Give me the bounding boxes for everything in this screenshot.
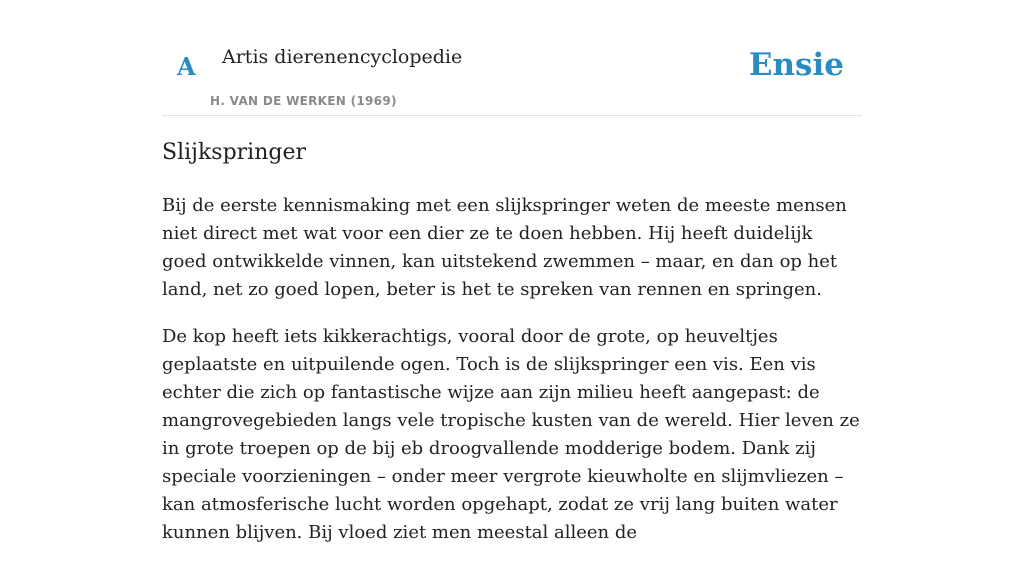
- article-paragraph: De kop heeft iets kikkerachtigs, vooral door de grote, op heuveltjes geplaatste en uitpuilende ogen. Toch is de slijkspringer een vis. Een vis echter die zich op fantastische wijze aan zijn milieu heeft aangepast: de mangrovegebieden langs vele tropische kusten van de wereld. Hier leven ze in grote troepen op de bij eb droogvallende modderige bodem. Dank zij speciale voorzieningen – onder meer vergrote kieuwholte en slijmvliezen – kan atmosferische lucht worden opgehapt, zodat ze vrij lang buiten water kunnen blijven. Bij vloed ziet men meestal alleen de: [162, 326, 860, 543]
- book-header: [162, 0, 862, 116]
- article-body: [162, 192, 862, 566]
- book-author: H. VAN DE WERKEN (1969): [210, 94, 397, 108]
- book-logo-letter[interactable]: A: [177, 52, 196, 81]
- article-paragraph: Bij de eerste kennismaking met een slijkspringer weten de meeste mensen niet direct met wat voor een dier ze te doen hebben. Hij heeft duidelijk goed ontwikkelde vinnen, kan uitstekend zwemmen – maar, en dan op het land, net zo goed lopen, beter is het te spreken van rennen en springen.: [162, 195, 847, 300]
- book-title-link[interactable]: Artis dierenencyclopedie: [222, 46, 463, 68]
- ensie-logo-link[interactable]: Ensie: [748, 47, 844, 83]
- article-title: Slijkspringer: [162, 140, 307, 165]
